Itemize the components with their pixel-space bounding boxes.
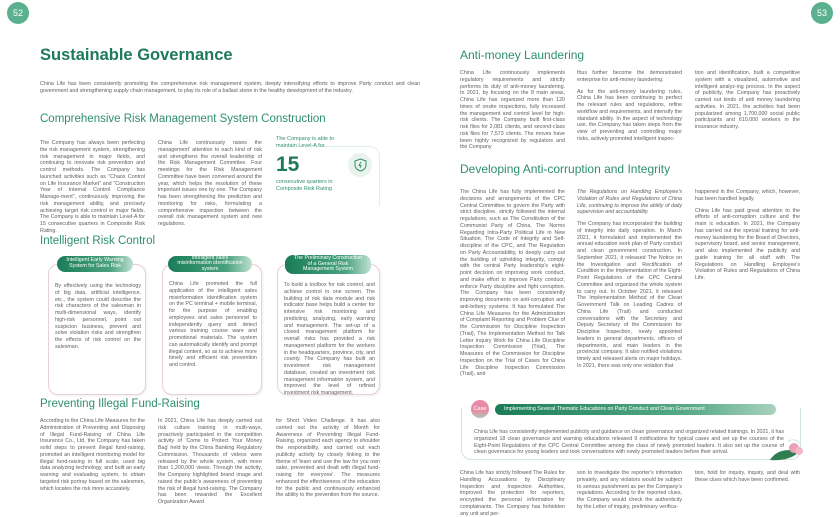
anti-corruption-col2 bbox=[577, 189, 682, 370]
anti-corruption-col2-para2: The Company has incorporated the building of integrity into daily operation. In March 2021, it formulated and implemented the annual education work plan of Party conduct and clean government construction. In September 2021, it released The Notice on the Investigation and Rectification of Condition in the Implementation of the Eight-Point Regulations of the CPC Central Committee and organized the whole system to carry out. In October 2021, it released The Implementation Method of the Clean Government Talk on Leading Cadres of China Life (Trail) and conducted conversations with the Secretary and Deputy Secretary of the Commission for Discipline Inspection, newly appointed leaders in general departments, officers of departments, and main leaders in the provincial company. It also notified violations timely and released alerts on major holidays. In 2021, there was only one violation that bbox=[577, 221, 682, 369]
case-text: China Life has consistently implemented publicity and guidance on clean governance and organized related trainings. In 2021, it has organized 18 clean governance and warning educations released 9 notifications for typical cases and set up the courses of the Eight-Point Regulations of the CPC Central Committee among the class of newly promoted leaders. It also set up the course of clean governance for young leaders and took conversations with newly promoted leaders before their arrival. bbox=[474, 429, 784, 456]
fund-raising-col1: According to the China Life Measures for the Administration of Preventing and Disposing of Illegal Fund-Raising of China Life Insurance Co., Ltd, the Company has taken solid steps to prevent illegal fund-raising, promoted an intelligent monitoring model for illegal fund-raising in full scale, used big data analyzing technology, and built an early warning and evaluating system, to obtain targeted risk portray based on the salesmen, which locates the risk more accurately. bbox=[40, 418, 145, 492]
risk-box-misinformation bbox=[162, 264, 262, 395]
callout-frame bbox=[316, 146, 380, 206]
case-title: Implementing Several Thematic Educations on Party Conduct and Clean Government bbox=[495, 404, 776, 415]
fund-raising-col3: for Short Video Challenge. It has also carried out the activity of Month for Awareness of Preventing Illegal Fund-Raising, organized each agency to shoulder the responsibility, and carried out each publicity activity by closely linking to the theme of 'learn and use the law for you own sake, prevented and dealt with illegal fund-raising for everyone'. The measures enhanced the effectiveness of the education for the public and continuously enhanced the ability to the prevention from the source. bbox=[276, 418, 380, 499]
section-heading-intelligent-risk-control: Intelligent Risk Control bbox=[40, 235, 156, 247]
risk-management-col2: China Life continuously raises the management' attention to each kind of risk and strengthens the overall leadership of the Risk Management Committee. Four meetings for the Risk Management Committee have been convened around the year, which helps the resolution of these important issues one by one. The Company has been strengthening the prediction and monitoring for risks, formulating a comprehensive inspection between the overall risk management system and new regulations. bbox=[158, 140, 262, 227]
aml-col2-para1: thus further become the demonstrated enterprise for anti-money laundering. bbox=[577, 70, 682, 83]
risk-box-text: To build a toolbox for risk control, and achieve control in one screen. The building of risk data module and risk indicator base helps build a center for intensive risk monitoring and predicting, analyzing, early warning and management. The set-up of a closed management platform for overall risks has provided a risk management platform for the workers in the headquarters, province, city, and county. The Company has built an investment risk management database, created an investment risk management information system, and improved the level of refined investment risk management. bbox=[284, 282, 375, 396]
section-heading-illegal-fund-raising: Preventing Illegal Fund-Raising bbox=[40, 398, 200, 410]
section-heading-risk-management: Comprehensive Risk Management System Construction bbox=[40, 113, 326, 125]
callout-bottom-text: consecutive quarters in Composite Risk Rating bbox=[276, 179, 333, 192]
risk-box-title: Intelligent Early Warning System for Sales Risk bbox=[57, 256, 133, 272]
callout-top-text: The Company is able to maintain Level-A for bbox=[276, 136, 335, 149]
shield-icon bbox=[348, 153, 372, 177]
page-title: Sustainable Governance bbox=[40, 46, 233, 64]
risk-box-early-warning bbox=[48, 264, 146, 395]
anti-corruption-col1: The China Life has fully implemented the decisions and arrangements of the CPC Central Committee to govern the Party with strict discipline, strictly followed the internal regulations, such as The Constitution of the Communist Party of China, The Norms Regarding Intra-Party Political Life in New Situation, The Code of Integrity and Self-discipline of the CPC, and The Regulation on Party Accountability, to deeply carry out the building of upholding integrity, comply with the central Party leadership's eight-point decision on improving work conduct, and make effort to improve Party conduct, enforce Party discipline and fight corruption. The Company has been consistently improving documents on anti-corruption and anti-bribery systems. It has formulated The China Life Measures for the Administration of Complaint Reporting and Problem Clue of the Commission for Discipline Inspection (Trial), The Implementation Method for Talk Letter Inquiry Work for China Life Discipline Inspection Commission (Trial), The Measures of the Commission for Discipline Inspection on the Trial of Cases for China Life Discipline Inspection Commission (Trail), and bbox=[460, 189, 565, 378]
risk-box-title: The Preliminary Construction of a General Risk Management System bbox=[285, 255, 371, 274]
risk-box-general-system bbox=[277, 264, 380, 395]
level-a-callout bbox=[276, 136, 380, 214]
risk-box-title: Intelligent sales misinformation identification system bbox=[168, 256, 252, 272]
anti-corruption-col2-para1: The Regulations on Handling Employee's Violation of Rules and Regulations of China Life, continuing to improve the ability of daily supervision and accountability. bbox=[577, 189, 682, 216]
anti-corruption-col3-para1: happened in the Company, which, however, has been handled legally. bbox=[695, 189, 800, 202]
reporting-col3: tion, hold for inquiry, inquiry, and deal with these clues which have been confirmed. bbox=[695, 470, 800, 483]
anti-corruption-col3-para2: China Life has paid great attention to the efforts of anti-corruption culture and the main ic education. In 2021, the Company has carried out the special training for anti-money laundering for the Board of Directors, supervisory board, and senior management, and also implemented the publicity and guide training for all staff with The Regulations on Handling Employee's Violation of Rules and Regulations of China Life. bbox=[695, 207, 800, 281]
aml-col2-para2: As for the anti-money laundering rules, China Life has been continuing to perfect the relevant rules and regulations, refine workflow and requirements, and intensify the standard ability. In the aspect of technology use, the Company has taken steps from the view of preventing and controlling major risks, actively promoted intelligent inspec- bbox=[577, 88, 682, 142]
aml-col3: tion and identification, built a competitive system with a visualized, automotive and intelligent analyz-ing process. In the aspect of publicity, the Company has proactively carried out kinds of anti money laundering activities. In 2021, the activities had been popularized among 1,700,000 social public participants and 610,000 workers in the insurance industry. bbox=[695, 70, 800, 130]
anti-corruption-col3 bbox=[695, 189, 800, 282]
section-heading-anti-corruption: Developing Anti-corruption and Integrity bbox=[460, 162, 671, 176]
aml-col2 bbox=[577, 70, 682, 143]
intro-text: China Life has been consistently promoting the comprehensive risk management system, deeply intensifying efforts to improve Party conduct and clean government and strengthening supply chain management, to play its role of a ballast stone in the healthy development of the industry. bbox=[40, 81, 420, 94]
aml-col1: China Life continuously implements regulatory requirements and strictly performs its duty of anti-money laundering. In 2021, by focusing on the 8 main areas, China Life has organized more than 120 times of onsite inspections, fully increased the management and control level for high-risk clients. The Company built first-class risk files for 2,081 clients, and second-class risk files for 7,573 clients. The moves have been highly recognized by regulators and the Company bbox=[460, 70, 565, 151]
reporting-col1: China Life has strictly followed The Rules for Handling Accusations by Disciplinary Inspection and Inspection Authorities, improved the protection for reporters, encrypted the personal information for complainants. The Company has forbidden any unit and per- bbox=[460, 470, 565, 517]
page-number-right: 53 bbox=[811, 2, 833, 24]
fund-raising-col2: In 2021, China Life has deeply carried out risk culture training in multi-ways, proactively participated in the competition activity of 'Come to Protect Your Money Bag' held by the China Banking Regulatory Commission. Thousands of videos were released by the whole system, with more than 1,200,000 views. Through the activity, the Company highlighted brand image and raised the public's awareness of preventing the risk of illegal fund-raising. The Company has been rewarded the Excellent Organization Award bbox=[158, 418, 262, 505]
callout-number: 15 bbox=[276, 153, 300, 176]
section-heading-aml: Anti-money Laundering bbox=[460, 48, 585, 62]
page-number-left: 52 bbox=[7, 2, 29, 24]
reporting-col2: son to investigate the reporter's information privately, and any violators would be subject to serious punishment as per the Company's regulations. According to the reported clues, the Company would check the authenticity by the Letter of inquiry, preliminary verifica- bbox=[577, 470, 682, 510]
risk-box-text: By effectively using the technology of big data, artificial intelligence, etc., the system could describe the risk characters of the salesman in multi-dimensional ways, identify high-risk personnel, point out suspicion business, prevent and solve violation risks and strengthen the effects of risk control on the salesman. bbox=[55, 283, 141, 350]
lotus-decoration-icon bbox=[768, 438, 804, 462]
risk-management-col1: The Company has always been perfecting the risk management system, strengthening risk management in major fields, and continuing to innovate risk prevention and control methods. The Company has launched activities such as "Chaos Control on Life Insurance Market" and "Construction Year of Internal Control Compliance Manage-ment", continuously improving the risk management ability, and precisely achieving target risk control in major fields. The Company is able to maintain Level-A for 15 consecutive quarters in Composite Risk Rating. bbox=[40, 140, 145, 234]
risk-box-text: China Life promoted the full application of the intelligent sales misinformation identification system on the PC terminal + mobile terminal, for the purpose of enabling employees and sales personnel to independently query and detect various training course ware and promotional materials. The system can automatically identify and prompt illegal content, so as to achieve more timely and efficient risk prevention and control. bbox=[169, 281, 257, 368]
case-badge: Case bbox=[471, 400, 489, 418]
